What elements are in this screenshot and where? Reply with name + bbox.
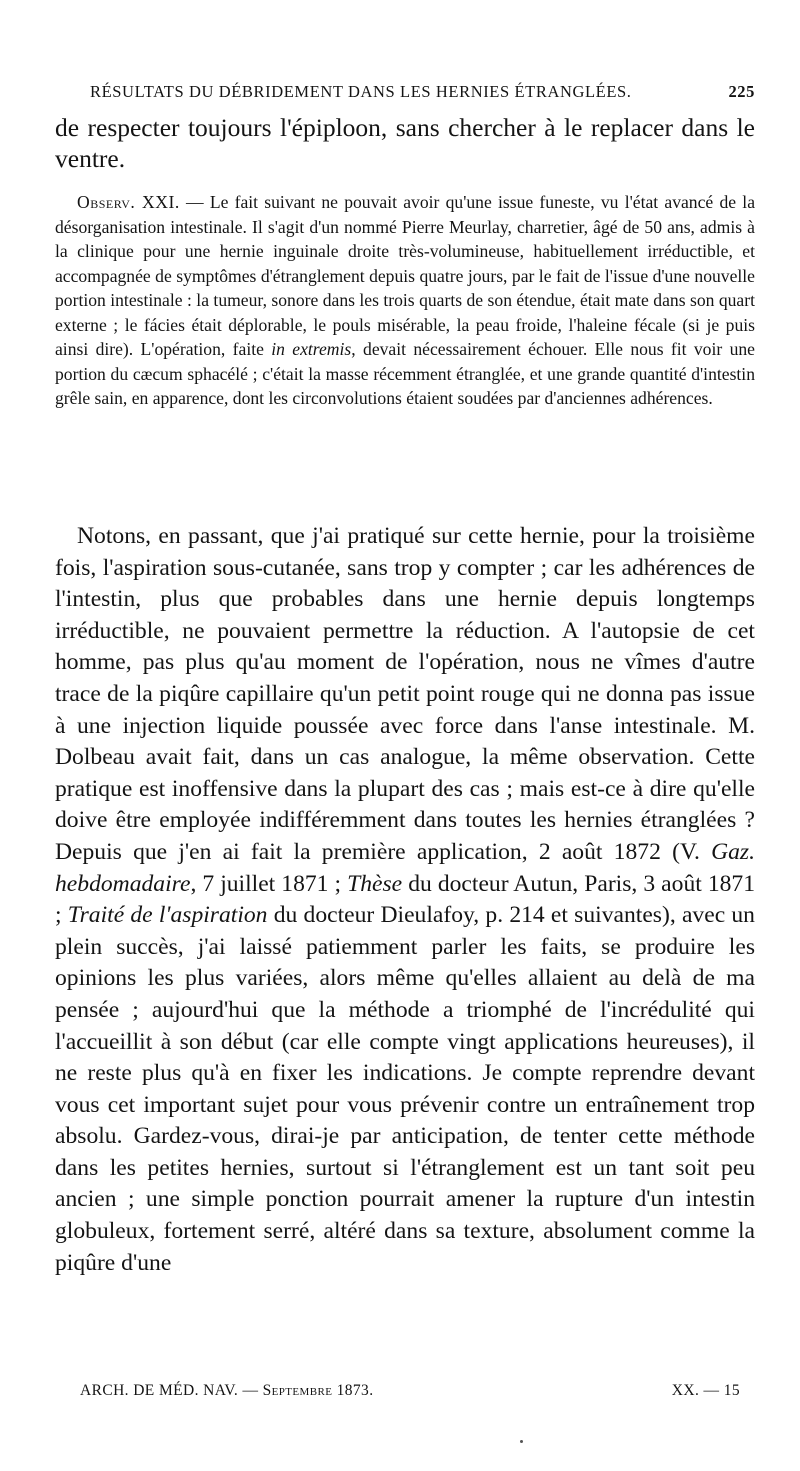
ink-speck (520, 1440, 523, 1443)
running-title: RÉSULTATS DU DÉBRIDEMENT DANS LES HERNIES ÉTRANGLÉES. (90, 82, 632, 101)
footer-journal: ARCH. DE MÉD. NAV. — Septembre 1873. (80, 1382, 374, 1399)
observation-text: — Le fait suivant ne pouvait avoir qu'une issue funeste, vu l'état avancé de la désorganisation intestinale. Il s'agit d'un nommé Pierre Meurlay, charretier, âgé de 50 ans, admis à la clinique pour une hernie inguinale droite très-volumineuse, habituellement irréductible, et accompagnée de symptômes d'étranglement depuis quatre jours, par le fait de l'issue d'une nouvelle portion intestinale : la tumeur, sonore dans les trois quarts de son étendue, était mate dans son quart externe ; le fácies était déplorable, le pouls misérable, la peau froide, l'haleine fécale (si je puis ainsi dire). L'opération, faite (55, 192, 756, 359)
main-italic-2: Thèse (347, 870, 403, 897)
footer-signature: XX. — 15 (671, 1382, 740, 1399)
main-text-4: du docteur Dieulafoy, p. 214 et suivantes), avec un plein succès, j'ai laissé patiemment parler les faits, se produire les opinions les plus variées, alors même qu'elles allaient au delà de ma pensée ; aujourd'hui que la méthode a triomphé de l'incrédulité qui l'accueillit à son début (car elle compte vingt applications heureuses), il ne reste plus qu'à en fixer les indications. Je compte reprendre devant vous cet important sujet pour vous prévenir contre un entraînement trop absolu. Gardez-vous, dirai-je par anticipation, de tenter cette méthode dans les petites hernies, surtout si l'étranglement est un tant soit peu ancien ; une simple ponction pourrait amener la rupture d'un intestin globuleux, fortement serré, altéré dans sa texture, absolument comme la piqûre d'une (55, 902, 755, 1276)
main-italic-1: Gaz. hebdomadaire (55, 838, 755, 897)
main-italic-3: Traité de l'aspiration (67, 902, 268, 929)
page-number: 225 (728, 82, 755, 101)
main-paragraph (55, 521, 755, 1279)
main-text-3: du docteur Autun, Paris, 3 août 1871 ; (55, 870, 756, 929)
intro-paragraph: de respecter toujours l'épiploon, sans chercher à le replacer dans le ventre. (55, 113, 755, 173)
main-text-1: Notons, en passant, que j'ai pratiqué sur cette hernie, pour la troisième fois, l'aspiration sous-cutanée, sans trop y compter ; car les adhérences de l'intestin, plus que probables dans une hernie depuis longtemps irréductible, ne pouvaient permettre la réduction. A l'autopsie de cet homme, pas plus qu'au moment de l'opération, nous ne vîmes d'autre trace de la piqûre capillaire qu'un petit point rouge qui ne donna pas issue à une injection liquide poussée avec force dans l'anse intestinale. M. Dolbeau avait fait, dans un cas analogue, la même observation. Cette pratique est inoffensive dans la plupart des cas ; mais est-ce à dire qu'elle doive être employée indifféremment dans toutes les hernies étranglées ? Depuis que j'en ai fait la première application, 2 août 1872 (V. (55, 523, 755, 865)
running-header (90, 82, 755, 102)
observation-italic: in extremis (271, 339, 352, 359)
page-footer (80, 1382, 740, 1400)
main-text-2: , 7 juillet 1871 ; (190, 870, 342, 897)
observation-paragraph (55, 190, 755, 411)
observation-text-end: , devait nécessairement échouer. Elle nous fit voir une portion du cæcum sphacélé ; c'était la masse récemment étranglée, et une grande quantité d'intestin grêle sain, en apparence, dont les circonvolutions étaient soudées par d'anciennes adhérences. (55, 339, 755, 408)
observation-label: Observ. XXI. (77, 192, 180, 212)
